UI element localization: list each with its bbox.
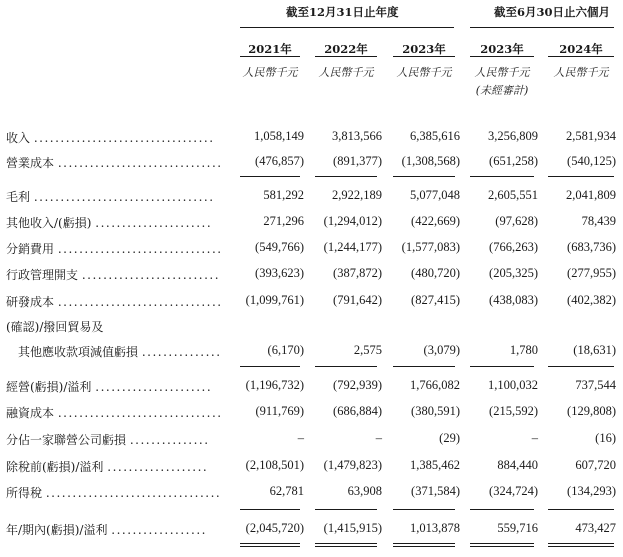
cell-value: 78,439 — [581, 214, 616, 228]
cell-value: (683,736) — [567, 240, 616, 254]
cell-value: 1,100,032 — [488, 378, 538, 392]
total-double-rule — [548, 543, 614, 547]
cell-value: 1,780 — [509, 343, 538, 357]
cell-value: (480,720) — [411, 266, 460, 280]
cell-value: (134,293) — [567, 484, 616, 498]
cell-value: 3,813,566 — [332, 129, 382, 143]
subtotal-rule — [393, 509, 455, 510]
subtotal-rule — [548, 509, 614, 510]
cell-value: (438,083) — [489, 293, 538, 307]
cell-value: 3,256,809 — [488, 129, 538, 143]
row-label-income-tax: 所得稅 ................................. — [6, 486, 222, 500]
subtotal-rule — [315, 176, 377, 177]
col-header-underline — [240, 56, 300, 57]
row-label-impairment-line1: (確認)/撥回貿易及 — [6, 320, 104, 334]
cell-value: (324,724) — [489, 484, 538, 498]
total-double-rule — [315, 543, 377, 547]
cell-value: (476,857) — [255, 154, 304, 168]
col-header-year: 2023年 — [480, 42, 524, 56]
group-underline-half-year — [470, 27, 614, 28]
col-header-underline — [548, 56, 614, 57]
cell-value: 63,908 — [347, 484, 382, 498]
row-label-impairment: 其他應收款項減值虧損 ............... — [18, 345, 222, 359]
cell-value: – — [531, 431, 538, 445]
col-header-year: 2021年 — [248, 42, 292, 56]
row-label-revenue: 收入 .................................. — [6, 131, 215, 145]
cell-value: (792,939) — [333, 378, 382, 392]
subtotal-rule — [393, 366, 455, 367]
subtotal-rule — [240, 176, 300, 177]
cell-value: 2,041,809 — [566, 188, 616, 202]
col-header-underline — [393, 56, 455, 57]
cell-value: 737,544 — [575, 378, 616, 392]
cell-value: (387,872) — [333, 266, 382, 280]
col-header-unit: 人民幣千元 — [242, 66, 298, 79]
cell-value: (1,479,823) — [323, 458, 382, 472]
subtotal-rule — [470, 176, 534, 177]
cell-value: 581,292 — [263, 188, 304, 202]
cell-value: 62,781 — [269, 484, 304, 498]
cell-value: (1,196,732) — [245, 378, 304, 392]
cell-value: 559,716 — [497, 521, 538, 535]
cell-value: (686,884) — [333, 404, 382, 418]
group-header-fiscal-year: 截至12月31日止年度 — [286, 5, 399, 19]
row-label-finance-costs: 融資成本 ............................... — [6, 406, 223, 420]
row-label-rd-costs: 研發成本 ............................... — [6, 295, 223, 309]
cell-value: (18,631) — [573, 343, 616, 357]
row-label-gross-profit: 毛利 .................................. — [6, 190, 215, 204]
cell-value: (891,377) — [333, 154, 382, 168]
row-label-admin-expenses: 行政管理開支 .......................... — [6, 268, 221, 282]
cell-value: (205,325) — [489, 266, 538, 280]
total-double-rule — [393, 543, 455, 547]
group-header-half-year: 截至6月30日止六個月 — [494, 5, 611, 19]
cell-value: (791,642) — [333, 293, 382, 307]
cell-value: 6,385,616 — [410, 129, 460, 143]
col-header-year: 2023年 — [402, 42, 446, 56]
cell-value: (1,577,083) — [401, 240, 460, 254]
cell-value: (97,628) — [495, 214, 538, 228]
subtotal-rule — [470, 366, 534, 367]
row-label-pre-tax-result: 除稅前(虧損)/溢利 ................... — [6, 460, 209, 474]
cell-value: (1,244,177) — [323, 240, 382, 254]
cell-value: – — [297, 431, 304, 445]
cell-value: (215,592) — [489, 404, 538, 418]
cell-value: 1,058,149 — [254, 129, 304, 143]
subtotal-rule — [315, 366, 377, 367]
cell-value: (1,415,915) — [323, 521, 382, 535]
cell-value: (393,623) — [255, 266, 304, 280]
cell-value: (911,769) — [255, 404, 304, 418]
cell-value: (827,415) — [411, 293, 460, 307]
cell-value: (16) — [595, 431, 616, 445]
cell-value: 271,296 — [263, 214, 304, 228]
group-underline-fiscal-year — [240, 27, 454, 28]
cell-value: 2,605,551 — [488, 188, 538, 202]
row-label-cost-of-sales: 營業成本 ............................... — [6, 156, 223, 170]
cell-value: (29) — [439, 431, 460, 445]
cell-value: 473,427 — [575, 521, 616, 535]
cell-value: (1,099,761) — [245, 293, 304, 307]
cell-value: (1,294,012) — [323, 214, 382, 228]
cell-value: 2,575 — [353, 343, 382, 357]
row-label-other-income: 其他收入/(虧損) ...................... — [6, 216, 213, 230]
cell-value: (651,258) — [489, 154, 538, 168]
row-label-share-of-associate-loss: 分佔一家聯營公司虧損 ............... — [6, 433, 210, 447]
col-header-underline — [315, 56, 377, 57]
cell-value: (2,108,501) — [245, 458, 304, 472]
col-header-unit: 人民幣千元 — [474, 66, 530, 79]
col-header-underline — [470, 56, 534, 57]
col-header-unit: 人民幣千元 — [396, 66, 452, 79]
cell-value: (129,808) — [567, 404, 616, 418]
cell-value: 2,581,934 — [566, 129, 616, 143]
cell-value: (1,308,568) — [401, 154, 460, 168]
cell-value: 2,922,189 — [332, 188, 382, 202]
cell-value: (549,766) — [255, 240, 304, 254]
cell-value: (422,669) — [411, 214, 460, 228]
col-header-year: 2022年 — [324, 42, 368, 56]
col-header-year: 2024年 — [559, 42, 603, 56]
cell-value: – — [375, 431, 382, 445]
cell-value: (3,079) — [423, 343, 460, 357]
row-label-distribution-expenses: 分銷費用 ............................... — [6, 242, 223, 256]
col-header-unit: 人民幣千元 — [318, 66, 374, 79]
subtotal-rule — [240, 366, 300, 367]
cell-value: (2,045,720) — [245, 521, 304, 535]
cell-value: (766,263) — [489, 240, 538, 254]
cell-value: (380,591) — [411, 404, 460, 418]
cell-value: (371,584) — [411, 484, 460, 498]
col-header-unaudited-note: (未經審計) — [475, 84, 529, 97]
subtotal-rule — [548, 176, 614, 177]
subtotal-rule — [393, 176, 455, 177]
subtotal-rule — [315, 509, 377, 510]
cell-value: 884,440 — [497, 458, 538, 472]
total-double-rule — [240, 543, 300, 547]
cell-value: 1,766,082 — [410, 378, 460, 392]
subtotal-rule — [470, 509, 534, 510]
cell-value: (6,170) — [267, 343, 304, 357]
total-double-rule — [470, 543, 534, 547]
cell-value: 1,385,462 — [410, 458, 460, 472]
cell-value: 1,013,878 — [410, 521, 460, 535]
cell-value: (402,382) — [567, 293, 616, 307]
cell-value: (540,125) — [567, 154, 616, 168]
row-label-period-result: 年/期內(虧損)/溢利 .................. — [6, 523, 207, 537]
subtotal-rule — [548, 366, 614, 367]
subtotal-rule — [240, 509, 300, 510]
col-header-unit: 人民幣千元 — [553, 66, 609, 79]
row-label-operating-result: 經營(虧損)/溢利 ...................... — [6, 380, 213, 394]
cell-value: 607,720 — [575, 458, 616, 472]
cell-value: 5,077,048 — [410, 188, 460, 202]
cell-value: (277,955) — [567, 266, 616, 280]
